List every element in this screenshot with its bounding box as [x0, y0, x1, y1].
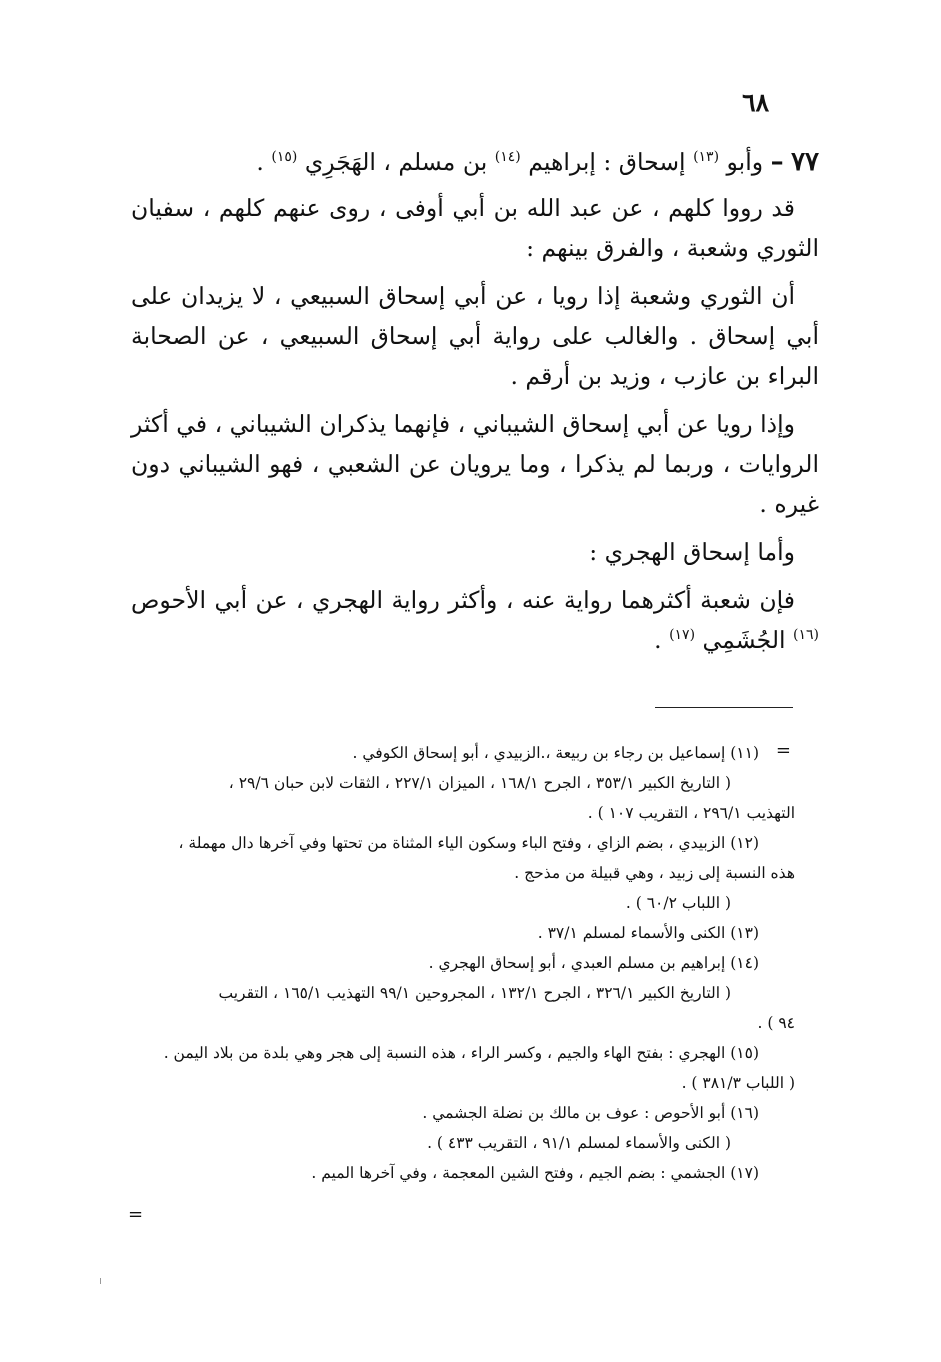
continuation-mark-top: = [775, 740, 791, 761]
footnote-ref-15: (١٥) [271, 149, 298, 166]
footnote-ref-16: (١٦) [793, 627, 819, 644]
entry-text-ishaq: إسحاق : إبراهيم [528, 148, 686, 176]
paragraph-1: قد رووا كلهم ، عن عبد الله بن أبي أوفى ، روى عنهم كلهم ، سفيان الثوري وشعبة ، والفرق بينهم : [131, 194, 819, 262]
footnote-line: ( اللباب ٣٨١/٣ ) . [681, 1074, 795, 1092]
entry-heading [131, 142, 819, 182]
entry-dash: – [770, 147, 784, 177]
paragraph-5-text: فإن شعبة أكثرهما رواية عنه ، وأكثر رواية الهجري ، عن أبي الأحوص [131, 586, 795, 614]
footnote-line: (١١) إسماعيل بن رجاء بن ربيعة ،.الزبيدي ، أبو إسحاق الكوفي . [352, 744, 759, 762]
footnote-line: التهذيب ٢٩٦/١ ، التقريب ١٠٧ ) . [587, 804, 795, 822]
paragraph-5-end: . [654, 626, 662, 654]
entry-text-abu: وأبو [726, 148, 764, 176]
scan-speck [100, 1278, 101, 1284]
paragraph-4: وأما إسحاق الهجري : [589, 538, 795, 566]
entry-text-hajari: بن مسلم ، الهَجَرِي [304, 148, 488, 176]
page-number: ٦٨ [742, 88, 769, 117]
footnote-line: هذه النسبة إلى زبيد ، وهي قبيلة من مذحج . [514, 864, 795, 882]
footnote-line: ( التاريخ الكبير ٣٢٦/١ ، الجرح ١٣٢/١ ، المجروحين ٩٩/١ التهذيب ١٦٥/١ ، التقريب [218, 984, 731, 1002]
footnote-ref-17: (١٧) [669, 627, 696, 644]
footnote-ref-13: (١٣) [693, 149, 720, 166]
footnote-line: ٩٤ ) . [757, 1014, 795, 1032]
entry-number: ٧٧ [791, 147, 819, 177]
footnote-line: (١٦) أبو الأحوص : عوف بن مالك بن نضلة الجشمي . [422, 1104, 759, 1122]
footnote-line: (١٢) الزبيدي ، بضم الزاي ، وفتح الباء وسكون الياء المثناة من تحتها وفي آخرها دال مهملة ، [178, 834, 759, 852]
continuation-mark-bottom: = [128, 1204, 144, 1225]
footnote-line: ( اللباب ٦٠/٢ ) . [625, 894, 731, 912]
paragraph-5-jushami: الجُشَمِي [702, 626, 786, 654]
footnotes [131, 738, 795, 1188]
footnote-line: ( التاريخ الكبير ٣٥٣/١ ، الجرح ١٦٨/١ ، الميزان ٢٢٧/١ ، الثقات لابن حبان ٢٩/٦ ، [228, 774, 731, 792]
entry-text-end: . [256, 148, 264, 176]
paragraph-3: وإذا رويا عن أبي إسحاق الشيباني ، فإنهما يذكران الشيباني ، في أكثر الروايات ، وربما لم يذكرا ، وما يرويان عن الشعبي ، فهو الشيباني دون غيره . [131, 410, 819, 518]
footnote-line: (١٣) الكنى والأسماء لمسلم ٣٧/١ . [537, 924, 759, 942]
paragraph-5 [131, 580, 819, 660]
footnote-line: (١٤) إبراهيم بن مسلم العبدي ، أبو إسحاق الهجري . [428, 954, 759, 972]
footnote-line: ( الكنى والأسماء لمسلم ٩١/١ ، التقريب ٤٣٣ ) . [427, 1134, 731, 1152]
footnote-separator [655, 707, 793, 708]
footnote-ref-14: (١٤) [494, 149, 521, 166]
footnote-line: (١٥) الهجري : بفتح الهاء والجيم ، وكسر الراء ، هذه النسبة إلى هجر وهي بلدة من بلاد اليمن . [163, 1044, 759, 1062]
paragraph-2: أن الثوري وشعبة إذا رويا ، عن أبي إسحاق السبيعي ، لا يزيدان على أبي إسحاق . والغالب على رواية أبي إسحاق السبيعي ، عن الصحابة البراء بن عازب ، وزيد بن أرقم . [131, 282, 819, 390]
main-text [131, 142, 819, 668]
footnote-line: (١٧) الجشمي : بضم الجيم ، وفتح الشين المعجمة ، وفي آخرها الميم . [311, 1164, 759, 1182]
